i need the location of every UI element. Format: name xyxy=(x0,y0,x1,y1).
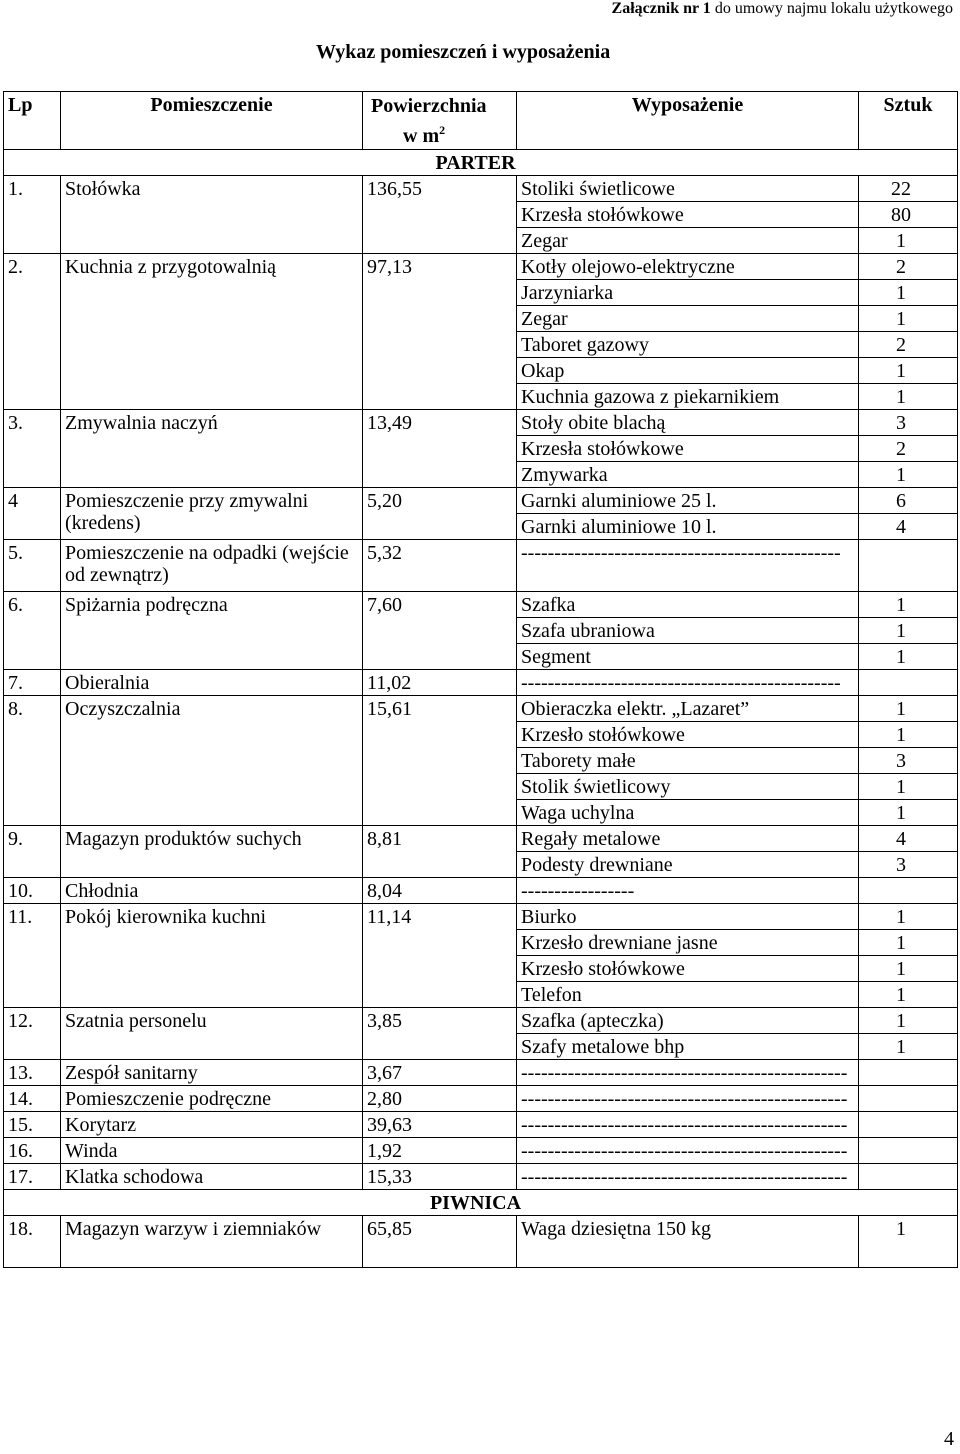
section-parter xyxy=(4,150,958,176)
equipment-item: Podesty drewniane xyxy=(517,852,859,878)
room-lp: 4 xyxy=(4,488,61,540)
room-area: 11,02 xyxy=(363,670,517,696)
equipment-item: Szafka xyxy=(517,592,859,618)
equipment-item: ------------------------------------------------- xyxy=(517,1112,859,1138)
equipment-count: 80 xyxy=(859,202,958,228)
room-name: Magazyn produktów suchych xyxy=(61,826,363,878)
table-row xyxy=(4,1086,958,1112)
equipment-count: 1 xyxy=(859,1216,958,1268)
equipment-count: 2 xyxy=(859,436,958,462)
table-row xyxy=(4,1138,958,1164)
room-name: Pokój kierownika kuchni xyxy=(61,904,363,1008)
equipment-item: Krzesło stołówkowe xyxy=(517,956,859,982)
header-room: Pomieszczenie xyxy=(61,92,363,150)
equipment-count: 1 xyxy=(859,1008,958,1034)
equipment-count xyxy=(859,670,958,696)
equipment-count: 6 xyxy=(859,488,958,514)
room-area: 136,55 xyxy=(363,176,517,254)
room-area: 1,92 xyxy=(363,1138,517,1164)
room-area: 8,81 xyxy=(363,826,517,878)
equipment-item: Garnki aluminiowe 10 l. xyxy=(517,514,859,540)
room-lp: 13. xyxy=(4,1060,61,1086)
room-lp: 11. xyxy=(4,904,61,1008)
equipment-item: Regały metalowe xyxy=(517,826,859,852)
room-lp: 9. xyxy=(4,826,61,878)
equipment-count: 2 xyxy=(859,254,958,280)
room-lp: 16. xyxy=(4,1138,61,1164)
table-row xyxy=(4,1112,958,1138)
room-lp: 3. xyxy=(4,410,61,488)
equipment-item: ------------------------------------------------- xyxy=(517,1086,859,1112)
equipment-count: 1 xyxy=(859,306,958,332)
room-lp: 7. xyxy=(4,670,61,696)
header-equipment: Wyposażenie xyxy=(517,92,859,150)
equipment-count: 1 xyxy=(859,644,958,670)
equipment-item: Szafy metalowe bhp xyxy=(517,1034,859,1060)
table-row xyxy=(4,670,958,696)
header-lp: Lp xyxy=(4,92,61,150)
room-name: Stołówka xyxy=(61,176,363,254)
table-row xyxy=(4,1164,958,1190)
room-area: 3,67 xyxy=(363,1060,517,1086)
equipment-item: ------------------------------------------------- xyxy=(517,1138,859,1164)
equipment-count: 1 xyxy=(859,592,958,618)
room-lp: 15. xyxy=(4,1112,61,1138)
equipment-item: ------------------------------------------------- xyxy=(517,1060,859,1086)
room-area: 3,85 xyxy=(363,1008,517,1060)
equipment-item: ------------------------------------------------ xyxy=(517,540,859,592)
table-row xyxy=(4,176,958,202)
equipment-item: Zmywarka xyxy=(517,462,859,488)
equipment-count: 1 xyxy=(859,722,958,748)
equipment-item: Biurko xyxy=(517,904,859,930)
room-name: Magazyn warzyw i ziemniaków xyxy=(61,1216,363,1268)
room-name: Klatka schodowa xyxy=(61,1164,363,1190)
equipment-count xyxy=(859,1138,958,1164)
equipment-item: Waga uchylna xyxy=(517,800,859,826)
room-area: 5,20 xyxy=(363,488,517,540)
room-area: 2,80 xyxy=(363,1086,517,1112)
table-row xyxy=(4,1008,958,1034)
room-name: Oczyszczalnia xyxy=(61,696,363,826)
room-lp: 2. xyxy=(4,254,61,410)
equipment-count xyxy=(859,878,958,904)
header-row xyxy=(4,92,958,150)
section-parter-label: PARTER xyxy=(435,152,516,174)
header-area-line2: w m xyxy=(403,124,440,147)
section-piwnica-label: PIWNICA xyxy=(429,1192,522,1214)
section-parter-cell xyxy=(4,150,958,176)
equipment-item: Okap xyxy=(517,358,859,384)
equipment-count: 1 xyxy=(859,774,958,800)
equipment-count: 1 xyxy=(859,1034,958,1060)
equipment-item: Krzesło drewniane jasne xyxy=(517,930,859,956)
equipment-count: 1 xyxy=(859,280,958,306)
room-name: Zmywalnia naczyń xyxy=(61,410,363,488)
annex-subject: do umowy najmu lokalu użytkowego xyxy=(710,0,953,17)
equipment-item: Stolik świetlicowy xyxy=(517,774,859,800)
room-name: Szatnia personelu xyxy=(61,1008,363,1060)
room-lp: 8. xyxy=(4,696,61,826)
room-lp: 17. xyxy=(4,1164,61,1190)
equipment-item: Krzesła stołówkowe xyxy=(517,436,859,462)
equipment-count xyxy=(859,1164,958,1190)
equipment-count: 3 xyxy=(859,852,958,878)
equipment-item: Telefon xyxy=(517,982,859,1008)
room-lp: 18. xyxy=(4,1216,61,1268)
room-area: 13,49 xyxy=(363,410,517,488)
table-row xyxy=(4,488,958,514)
room-name: Pomieszczenie przy zmywalni (kredens) xyxy=(61,488,363,540)
equipment-item: Jarzyniarka xyxy=(517,280,859,306)
equipment-item: Taboret gazowy xyxy=(517,332,859,358)
table-row xyxy=(4,540,958,592)
inventory-table-body xyxy=(4,92,958,1268)
equipment-item: Stoliki świetlicowe xyxy=(517,176,859,202)
table-row xyxy=(4,254,958,280)
equipment-item: Stoły obite blachą xyxy=(517,410,859,436)
equipment-count xyxy=(859,1112,958,1138)
page-number: 4 xyxy=(944,1428,954,1450)
room-name: Pomieszczenie na odpadki (wejście od zewnątrz) xyxy=(61,540,363,592)
equipment-item: Garnki aluminiowe 25 l. xyxy=(517,488,859,514)
room-area: 15,33 xyxy=(363,1164,517,1190)
equipment-count: 4 xyxy=(859,514,958,540)
equipment-item: Kotły olejowo-elektryczne xyxy=(517,254,859,280)
equipment-item: Krzesła stołówkowe xyxy=(517,202,859,228)
room-area: 11,14 xyxy=(363,904,517,1008)
equipment-count: 1 xyxy=(859,930,958,956)
header-area xyxy=(363,92,517,150)
annex-header xyxy=(612,0,953,18)
room-lp: 1. xyxy=(4,176,61,254)
room-name: Korytarz xyxy=(61,1112,363,1138)
section-piwnica xyxy=(4,1190,958,1216)
equipment-count: 2 xyxy=(859,332,958,358)
page-title: Wykaz pomieszczeń i wyposażenia xyxy=(316,41,611,63)
table-row xyxy=(4,410,958,436)
equipment-item: Taborety małe xyxy=(517,748,859,774)
room-name: Chłodnia xyxy=(61,878,363,904)
room-name: Kuchnia z przygotowalnią xyxy=(61,254,363,410)
header-area-sup: 2 xyxy=(439,123,446,137)
header-count: Sztuk xyxy=(859,92,958,150)
room-area: 5,32 xyxy=(363,540,517,592)
room-name: Pomieszczenie podręczne xyxy=(61,1086,363,1112)
room-area: 15,61 xyxy=(363,696,517,826)
inventory-table xyxy=(3,91,958,1268)
table-row xyxy=(4,1216,958,1268)
room-area: 65,85 xyxy=(363,1216,517,1268)
equipment-count: 1 xyxy=(859,358,958,384)
equipment-count: 1 xyxy=(859,696,958,722)
room-name: Winda xyxy=(61,1138,363,1164)
room-lp: 14. xyxy=(4,1086,61,1112)
equipment-item: ------------------------------------------------- xyxy=(517,1164,859,1190)
equipment-item: Zegar xyxy=(517,228,859,254)
equipment-count: 4 xyxy=(859,826,958,852)
room-lp: 6. xyxy=(4,592,61,670)
equipment-count xyxy=(859,1060,958,1086)
table-row xyxy=(4,878,958,904)
equipment-item: Szafa ubraniowa xyxy=(517,618,859,644)
equipment-count: 1 xyxy=(859,904,958,930)
room-area: 39,63 xyxy=(363,1112,517,1138)
room-name: Spiżarnia podręczna xyxy=(61,592,363,670)
room-name: Zespół sanitarny xyxy=(61,1060,363,1086)
equipment-count: 1 xyxy=(859,384,958,410)
equipment-item: Segment xyxy=(517,644,859,670)
equipment-item: ----------------- xyxy=(517,878,859,904)
equipment-item: Waga dziesiętna 150 kg xyxy=(517,1216,859,1268)
equipment-count: 1 xyxy=(859,462,958,488)
equipment-count xyxy=(859,1086,958,1112)
room-lp: 5. xyxy=(4,540,61,592)
equipment-item: Szafka (apteczka) xyxy=(517,1008,859,1034)
room-area: 7,60 xyxy=(363,592,517,670)
equipment-count: 22 xyxy=(859,176,958,202)
equipment-count: 3 xyxy=(859,748,958,774)
room-lp: 12. xyxy=(4,1008,61,1060)
annex-number: Załącznik nr 1 xyxy=(611,0,711,17)
equipment-item: Krzesło stołówkowe xyxy=(517,722,859,748)
equipment-count: 1 xyxy=(859,800,958,826)
header-area-line1: Powierzchnia xyxy=(371,95,487,117)
equipment-item: Zegar xyxy=(517,306,859,332)
equipment-count: 1 xyxy=(859,618,958,644)
table-row xyxy=(4,904,958,930)
table-row xyxy=(4,1060,958,1086)
equipment-item: Obieraczka elektr. „Lazaret” xyxy=(517,696,859,722)
table-row xyxy=(4,826,958,852)
equipment-count: 1 xyxy=(859,956,958,982)
equipment-item: Kuchnia gazowa z piekarnikiem xyxy=(517,384,859,410)
equipment-count: 1 xyxy=(859,228,958,254)
equipment-count xyxy=(859,540,958,592)
room-name: Obieralnia xyxy=(61,670,363,696)
table-row xyxy=(4,592,958,618)
room-area: 8,04 xyxy=(363,878,517,904)
room-lp: 10. xyxy=(4,878,61,904)
room-area: 97,13 xyxy=(363,254,517,410)
equipment-count: 3 xyxy=(859,410,958,436)
equipment-item: ------------------------------------------------ xyxy=(517,670,859,696)
section-piwnica-cell xyxy=(4,1190,958,1216)
equipment-count: 1 xyxy=(859,982,958,1008)
table-row xyxy=(4,696,958,722)
